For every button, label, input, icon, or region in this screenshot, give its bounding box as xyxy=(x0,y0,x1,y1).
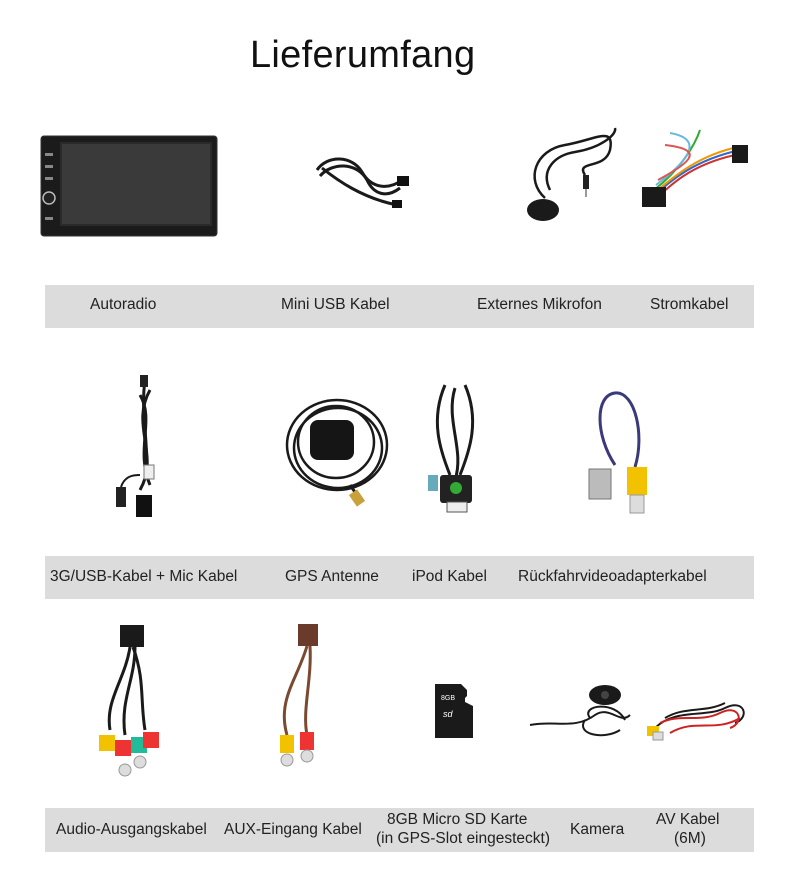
label-autoradio: Autoradio xyxy=(90,296,157,313)
label-av-kabel-length: (6M) xyxy=(674,830,706,847)
av-cable-image xyxy=(645,688,755,748)
label-externes-mikrofon: Externes Mikrofon xyxy=(477,296,602,313)
label-rueckfahrvideoadapterkabel: Rückfahrvideoadapterkabel xyxy=(518,568,707,585)
3g-usb-mic-cable-image xyxy=(110,375,180,520)
label-3g-usb-kabel: 3G/USB-Kabel + Mic Kabel xyxy=(50,568,238,585)
audio-output-cable-image xyxy=(85,620,175,785)
sd-card-capacity-text: 8GB xyxy=(441,695,456,702)
mini-usb-cable-image xyxy=(312,150,412,212)
micro-sd-card-image xyxy=(433,682,475,740)
car-radio-image xyxy=(40,135,220,239)
label-ipod-kabel: iPod Kabel xyxy=(412,568,487,585)
label-mini-usb-kabel: Mini USB Kabel xyxy=(281,296,390,313)
reverse-video-adapter-cable-image xyxy=(585,385,665,525)
ipod-cable-image xyxy=(425,380,485,520)
label-micro-sd-note: (in GPS-Slot eingesteckt) xyxy=(376,830,551,847)
svg-text:sd: sd xyxy=(443,709,453,719)
label-aux-eingang-kabel: AUX-Eingang Kabel xyxy=(224,821,362,838)
label-stromkabel: Stromkabel xyxy=(650,296,729,313)
label-kamera: Kamera xyxy=(570,821,625,838)
label-av-kabel: AV Kabel xyxy=(656,811,720,828)
camera-image xyxy=(525,680,635,745)
label-micro-sd-karte: 8GB Micro SD Karte xyxy=(387,811,528,828)
label-audio-ausgangskabel: Audio-Ausgangskabel xyxy=(56,821,207,838)
gps-antenna-image xyxy=(282,385,392,510)
power-cable-image xyxy=(640,125,755,220)
aux-input-cable-image xyxy=(262,620,332,775)
page-title: Lieferumfang xyxy=(250,34,476,76)
external-microphone-image xyxy=(515,120,625,225)
label-gps-antenne: GPS Antenne xyxy=(285,568,379,585)
